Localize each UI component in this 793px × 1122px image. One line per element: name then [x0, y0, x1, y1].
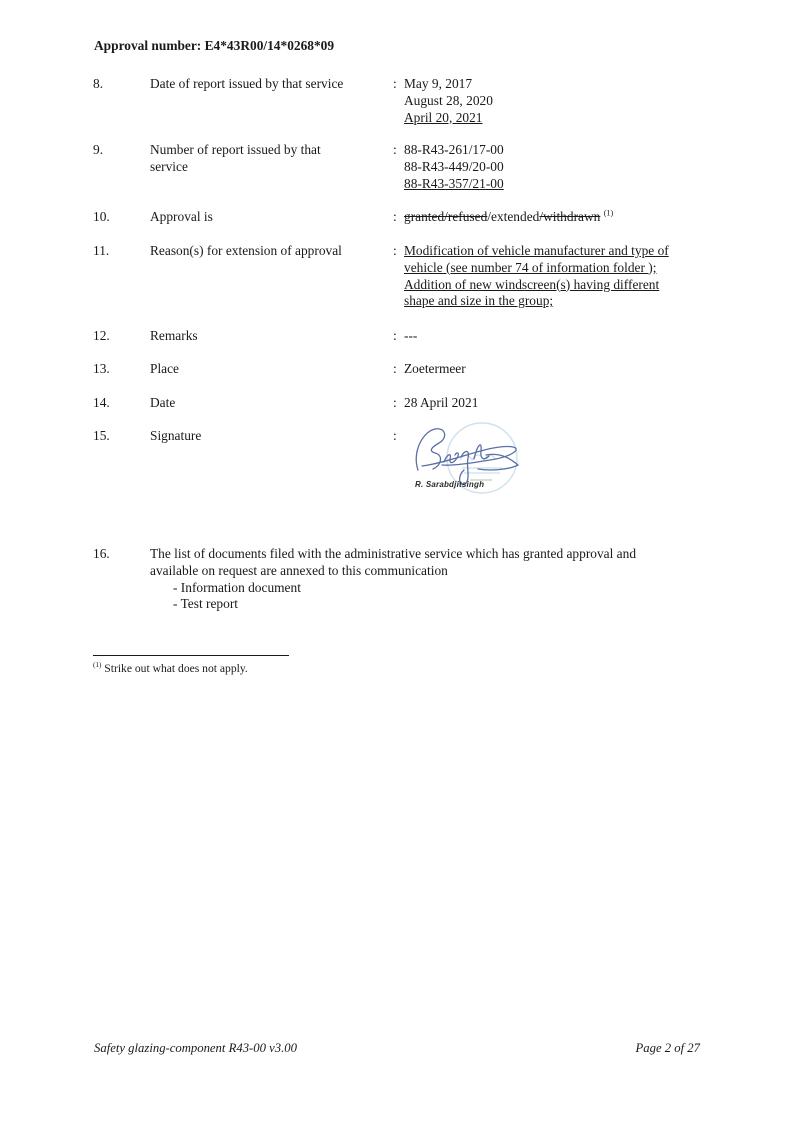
- item-row-12: [93, 328, 716, 345]
- colon-separator: :: [393, 395, 397, 410]
- item-number: 11.: [93, 243, 110, 258]
- footer-document-id: Safety glazing-component R43-00 v3.00: [94, 1041, 297, 1055]
- footnote: [93, 661, 248, 676]
- item-value: [404, 76, 716, 126]
- footnote-divider: [93, 655, 289, 656]
- item-row-14: [93, 395, 716, 412]
- item-row-8: [93, 76, 716, 126]
- list-item: - Information document: [173, 579, 301, 595]
- struck-option: /withdrawn: [539, 209, 601, 224]
- item-label: Date of report issued by that service: [150, 76, 344, 91]
- colon-separator: :: [393, 428, 397, 443]
- item-number: 12.: [93, 328, 110, 343]
- annexed-documents-list: [173, 580, 750, 614]
- item-label: Place: [150, 361, 179, 376]
- colon-separator: :: [393, 76, 397, 91]
- item-number: 15.: [93, 428, 110, 443]
- list-item: - Test report: [173, 596, 239, 612]
- item-number: 16.: [93, 546, 110, 561]
- item-label: Approval is: [150, 209, 213, 224]
- item-label: Date: [150, 395, 176, 410]
- item-label: Reason(s) for extension of approval: [150, 243, 342, 258]
- footer-page-number: Page 2 of 27: [635, 1041, 700, 1055]
- annexed-documents-text: The list of documents filed with the administrative service which has granted approval and available on request are annexed to this communication - Information document - Test report: [150, 546, 750, 613]
- report-date-line: August 28, 2020: [404, 92, 493, 108]
- report-number-line: 88-R43-357/21-00: [404, 175, 504, 191]
- footnote-marker: (1): [93, 661, 102, 670]
- item-number: 8.: [93, 76, 104, 91]
- date-value: 28 April 2021: [404, 395, 479, 410]
- item-number: 9.: [93, 142, 104, 157]
- footnote-text: Strike out what does not apply.: [104, 662, 248, 675]
- struck-option: granted/refused: [404, 209, 488, 224]
- approval-status-value: [404, 209, 716, 226]
- item-label: Signature: [150, 428, 202, 443]
- item-value: [404, 142, 716, 192]
- footnote-reference: (1): [603, 208, 614, 218]
- item-number: 14.: [93, 395, 110, 410]
- extension-reasons-value: Modification of vehicle manufacturer and type of vehicle (see number 74 of information folder ); Addition of new windscreen(s) having different shape and size in the group;: [404, 243, 669, 309]
- report-date-line: April 20, 2021: [404, 109, 483, 125]
- colon-separator: :: [393, 142, 397, 157]
- approval-number-header: Approval number: E4*43R00/14*0268*09: [94, 38, 335, 53]
- place-value: Zoetermeer: [404, 361, 466, 376]
- item-label: Number of report issued by that service: [150, 142, 321, 174]
- item-row-11: [93, 243, 716, 310]
- remarks-value: ---: [404, 328, 418, 343]
- item-row-13: [93, 361, 716, 378]
- item-number: 13.: [93, 361, 110, 376]
- item-number: 10.: [93, 209, 110, 224]
- colon-separator: :: [393, 328, 397, 343]
- report-date-line: May 9, 2017: [404, 76, 473, 91]
- report-number-line: 88-R43-449/20-00: [404, 158, 504, 174]
- colon-separator: :: [393, 361, 397, 376]
- item-row-9: [93, 142, 716, 192]
- colon-separator: :: [393, 243, 397, 258]
- item-row-16: [93, 546, 750, 613]
- colon-separator: :: [393, 209, 397, 224]
- signatory-name: R. Sarabdjitsingh: [415, 480, 485, 489]
- item-row-10: [93, 209, 716, 226]
- item-label: Remarks: [150, 328, 198, 343]
- report-number-line: 88-R43-261/17-00: [404, 142, 504, 157]
- kept-option: /extended: [487, 209, 540, 224]
